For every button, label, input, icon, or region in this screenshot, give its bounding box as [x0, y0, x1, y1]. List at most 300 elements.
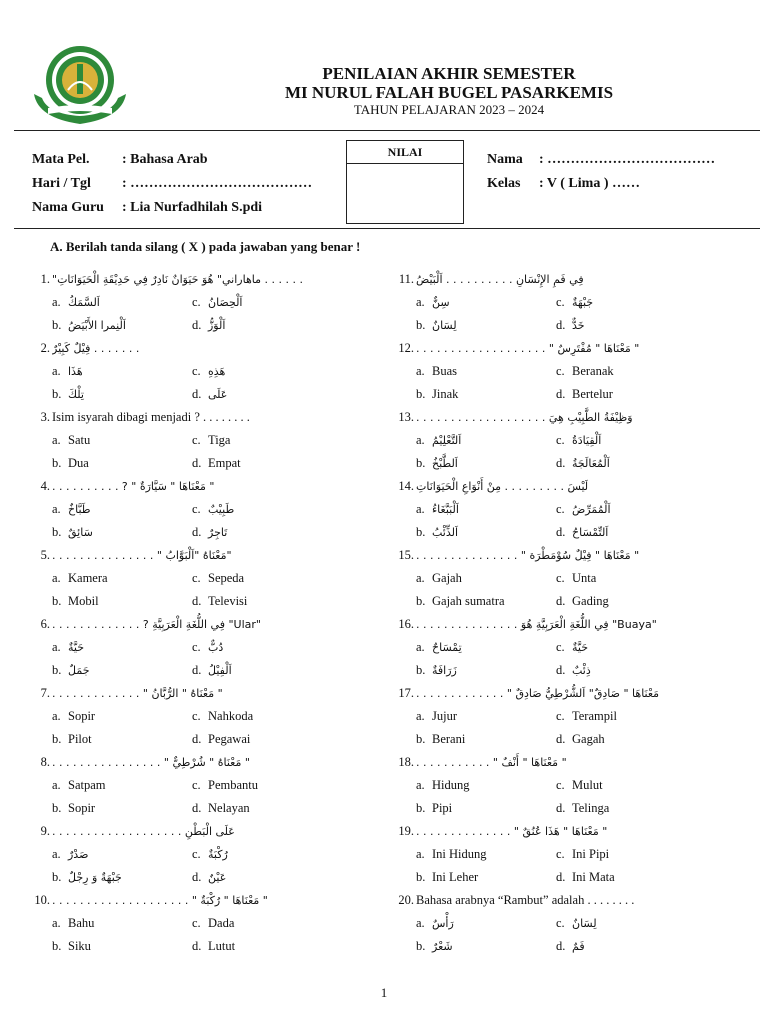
option-letter: c. — [192, 709, 201, 723]
question-text: . . . . . . . . . . . . . ? فِي اللُّغَةِ الْعَرَبِيَّةِ "Ular" — [52, 618, 261, 631]
option — [52, 843, 192, 866]
option-letter: c. — [192, 640, 201, 654]
option-text: Gajah sumatra — [432, 594, 505, 608]
question-number: 1. — [40, 272, 50, 286]
option — [52, 314, 192, 337]
option-text: Hidung — [432, 778, 470, 792]
option-text: Nelayan — [208, 801, 250, 815]
score-box — [346, 140, 464, 224]
option-text: اَلْوَزُّ — [208, 319, 226, 332]
option-text: زَرَافَةٌ — [432, 664, 457, 677]
option-letter: d. — [556, 456, 566, 470]
option-text: Pipi — [432, 801, 453, 815]
option-letter: c. — [556, 571, 565, 585]
option-text: شَعْرٌ — [432, 940, 453, 953]
option — [52, 866, 192, 889]
option — [416, 498, 556, 521]
question-text: لَيْسَ . . . . . . . . . مِنْ أَنْوَاعِ الْحَيَوَانَاتِ — [416, 480, 589, 493]
option — [192, 314, 332, 337]
option-letter: a. — [416, 709, 425, 723]
question — [28, 544, 358, 613]
option-text: طَبِيْبٌ — [208, 503, 235, 516]
question-text: "ماهاراني" هُوَ حَيَوَانٌ نَادِرٌ فِي حَدِيْقَةِ الْحَيَوَانَاتِ . . . . . . — [52, 273, 303, 286]
option-text: Ini Hidung — [432, 847, 487, 861]
option — [416, 567, 556, 590]
option-letter: d. — [556, 318, 566, 332]
option-text: هَذِهِ — [208, 365, 226, 378]
option-letter: b. — [52, 594, 62, 608]
option-letter: c. — [192, 364, 201, 378]
option-text: سِنٌّ — [432, 296, 450, 309]
option — [192, 935, 332, 958]
option-letter: d. — [556, 594, 566, 608]
option — [52, 636, 192, 659]
option — [416, 383, 556, 406]
option — [416, 636, 556, 659]
option-text: Pembantu — [208, 778, 258, 792]
option-text: جَبْهَةٌ — [572, 296, 594, 309]
question-text: . . . . . . . . . . . . . . . " مَعْنَاهَا " فِيْلٌ سُوْمَطْرَة " — [416, 549, 640, 562]
question-text: Isim isyarah dibagi menjadi ? . . . . . . . . — [52, 410, 250, 424]
question — [28, 337, 358, 406]
option-text: Bahu — [68, 916, 95, 930]
option-text: حَيَّةٌ — [68, 641, 85, 654]
option — [192, 797, 332, 820]
option — [52, 659, 192, 682]
option-text: Tiga — [208, 433, 231, 447]
option — [416, 935, 556, 958]
option — [52, 291, 192, 314]
option-text: حَيَّةٌ — [572, 641, 589, 654]
option-letter: c. — [556, 778, 565, 792]
option — [192, 521, 332, 544]
option-text: Ini Leher — [432, 870, 479, 884]
option — [52, 912, 192, 935]
hari-label: Hari / Tgl — [32, 176, 91, 191]
option — [52, 383, 192, 406]
option-text: جَبْهَةٌ وَ رِجْلٌ — [68, 871, 122, 884]
option-text: Ini Pipi — [572, 847, 610, 861]
option-letter: d. — [192, 525, 202, 539]
option — [192, 705, 332, 728]
question-number: 7. — [40, 686, 50, 700]
option — [192, 452, 332, 475]
option — [556, 291, 696, 314]
question — [392, 475, 722, 544]
option-letter: d. — [192, 387, 202, 401]
option-text: اَلْفِيْلُ — [208, 664, 232, 677]
option — [556, 567, 696, 590]
question — [392, 613, 722, 682]
question — [392, 820, 722, 889]
option — [52, 797, 192, 820]
option-text: Pilot — [68, 732, 92, 746]
kelas-value: : V ( Lima ) …… — [539, 176, 640, 191]
option-letter: a. — [416, 364, 425, 378]
option — [416, 521, 556, 544]
option — [192, 360, 332, 383]
option — [52, 567, 192, 590]
option-letter: d. — [192, 318, 202, 332]
score-label: NILAI — [347, 141, 463, 164]
option-letter: a. — [416, 847, 425, 861]
option-letter: a. — [52, 916, 61, 930]
option-letter: c. — [556, 640, 565, 654]
option-text: Jinak — [432, 387, 459, 401]
option-text: دُبٌّ — [208, 641, 224, 654]
option-text: لِسَانٌ — [432, 319, 457, 332]
option-letter: b. — [52, 870, 62, 884]
option-letter: a. — [52, 295, 61, 309]
question — [28, 682, 358, 751]
option — [52, 452, 192, 475]
option-letter: d. — [192, 939, 202, 953]
question-number: 8. — [40, 755, 50, 769]
option — [192, 429, 332, 452]
option — [416, 452, 556, 475]
question-text: . . . . . . . . . . . . . . . . . . . عَلَى الْبَطْنِ — [52, 825, 235, 838]
question — [28, 889, 358, 958]
option-letter: b. — [416, 456, 426, 470]
option-letter: c. — [192, 778, 201, 792]
question-text: . . . . . . . . . . . . . " مَعْنَاهُ " الرُّبَّانُ " — [52, 687, 223, 700]
option-text: سَائِقٌ — [68, 526, 93, 539]
option-text: اَلطَّبْخُ — [432, 457, 458, 470]
header-divider — [14, 130, 760, 131]
question-number: 16. — [398, 617, 414, 631]
option-letter: c. — [192, 571, 201, 585]
option — [416, 728, 556, 751]
option-letter: a. — [416, 295, 425, 309]
mapel-label: Mata Pel. — [32, 152, 90, 167]
option-letter: d. — [556, 387, 566, 401]
option-letter: b. — [52, 732, 62, 746]
option-letter: a. — [52, 847, 61, 861]
option — [416, 429, 556, 452]
option-text: اَلْنِمرا الأَبْيَضُ — [68, 319, 126, 332]
option — [556, 360, 696, 383]
option-letter: a. — [52, 433, 61, 447]
info-divider — [14, 228, 760, 229]
option-letter: b. — [52, 387, 62, 401]
option-text: جَمَلٌ — [68, 664, 90, 677]
option-letter: a. — [416, 916, 425, 930]
option-letter: c. — [192, 502, 201, 516]
option — [52, 590, 192, 613]
question-text: Bahasa arabnya “Rambut” adalah . . . . . . . . — [416, 893, 635, 907]
option-letter: b. — [416, 939, 426, 953]
option-letter: c. — [556, 709, 565, 723]
option-letter: b. — [52, 318, 62, 332]
option-text: Sepeda — [208, 571, 245, 585]
question — [392, 889, 722, 958]
option — [556, 843, 696, 866]
option-letter: c. — [192, 847, 201, 861]
question-text: . . . . . . . . . . ? " مَعْنَاهَا " سَيَّارَةٌ " — [52, 480, 215, 493]
question — [392, 682, 722, 751]
option-text: اَلْحِصَانُ — [208, 296, 243, 309]
option — [416, 360, 556, 383]
option-letter: b. — [52, 939, 62, 953]
option — [192, 659, 332, 682]
option-letter: d. — [192, 801, 202, 815]
option-text: Gading — [572, 594, 609, 608]
option-text: طَبَّاخٌ — [68, 503, 91, 516]
option-letter: b. — [52, 801, 62, 815]
option-text: Gajah — [432, 571, 462, 585]
option-text: صَدْرٌ — [68, 848, 89, 861]
option-letter: c. — [556, 847, 565, 861]
question-number: 19. — [398, 824, 414, 838]
question-number: 10. — [34, 893, 50, 907]
option — [556, 521, 696, 544]
option — [556, 912, 696, 935]
option — [416, 659, 556, 682]
option-text: Buas — [432, 364, 457, 378]
option-letter: c. — [556, 916, 565, 930]
option-text: فَمٌ — [572, 940, 585, 953]
option-text: Bertelur — [572, 387, 613, 401]
option-text: Gagah — [572, 732, 605, 746]
question — [392, 751, 722, 820]
option-text: هَذَا — [68, 365, 83, 378]
option — [192, 636, 332, 659]
option-text: Berani — [432, 732, 466, 746]
option-text: Beranak — [572, 364, 614, 378]
title-block — [130, 64, 768, 117]
option-letter: a. — [52, 364, 61, 378]
option-letter: d. — [192, 456, 202, 470]
option — [52, 774, 192, 797]
option-text: تِمْسَاحٌ — [432, 641, 462, 654]
option-letter: b. — [416, 594, 426, 608]
hari-value: : ………………………………… — [122, 176, 313, 191]
question-text: . . . . . . . . . . . " مَعْنَاهَا " أَنْفٌ " — [416, 756, 567, 769]
question-number: 2. — [40, 341, 50, 355]
option-letter: a. — [52, 502, 61, 516]
option-text: تِلْكَ — [68, 388, 84, 401]
option-text: عَلَى — [208, 388, 228, 401]
option-text: اَلْقِيَادَةُ — [572, 434, 602, 447]
option — [52, 705, 192, 728]
option-letter: c. — [556, 502, 565, 516]
option — [556, 314, 696, 337]
question — [28, 820, 358, 889]
kelas-label: Kelas — [487, 176, 521, 191]
option — [416, 843, 556, 866]
option — [416, 797, 556, 820]
option-text: Pegawai — [208, 732, 251, 746]
question-number: 11. — [398, 272, 414, 286]
option-letter: d. — [192, 663, 202, 677]
option-letter: b. — [52, 663, 62, 677]
option-letter: d. — [556, 870, 566, 884]
option-letter: b. — [52, 456, 62, 470]
option-text: اَلسَّمَكُ — [68, 296, 100, 309]
questions-left — [28, 268, 358, 958]
option — [416, 774, 556, 797]
option-letter: a. — [52, 709, 61, 723]
option-text: اَلْمُمَرِّضُ — [572, 503, 611, 516]
option-letter: b. — [416, 318, 426, 332]
question-text: . . . . . . . . . . . . . . . " مَعْنَاهُ "اَلْبَوَّابُ" — [52, 549, 232, 562]
option — [556, 590, 696, 613]
option-letter: a. — [416, 640, 425, 654]
question-number: 12. — [398, 341, 414, 355]
exam-title: PENILAIAN AKHIR SEMESTER — [322, 64, 576, 83]
option-letter: c. — [192, 433, 201, 447]
guru-label: Nama Guru — [32, 200, 104, 215]
option-text: Dada — [208, 916, 235, 930]
option-text: Siku — [68, 939, 91, 953]
question-number: 6. — [40, 617, 50, 631]
option — [416, 590, 556, 613]
option-text: رَأْسٌ — [432, 917, 454, 930]
option-text: اَلتِّمْسَاحُ — [572, 526, 609, 539]
option-text: Satpam — [68, 778, 106, 792]
school-name: MI NURUL FALAH BUGEL PASARKEMIS — [284, 83, 614, 102]
option-letter: d. — [556, 801, 566, 815]
question-number: 9. — [40, 824, 50, 838]
option-text: عَيْنٌ — [208, 871, 227, 884]
question-number: 4. — [40, 479, 50, 493]
question — [392, 544, 722, 613]
option-letter: d. — [192, 870, 202, 884]
option-text: اَلتَّعْلِيْمُ — [432, 434, 462, 447]
question — [392, 268, 722, 337]
question — [392, 337, 722, 406]
question-text: . . . . . . . . . . . . . . . . . . . وَظِيْفَةُ الطَّبِيْبِ هِيَ — [416, 411, 633, 424]
question — [392, 406, 722, 475]
question-text: . . . . . . . . . . . . . " مَعْنَاهَا " صَادِقٌ" اَلشُّرْطِيُّ صَادِقٌ — [416, 687, 660, 700]
option-letter: c. — [192, 916, 201, 930]
question-number: 17. — [398, 686, 414, 700]
option-letter: c. — [192, 295, 201, 309]
option — [556, 659, 696, 682]
option-text: Mobil — [68, 594, 99, 608]
option — [192, 866, 332, 889]
option — [192, 567, 332, 590]
question-text: فِيْلٌ كَبِيْرٌ . . . . . . . — [52, 342, 140, 355]
option-text: Terampil — [572, 709, 617, 723]
option-text: اَلْمُعَالَجَةُ — [572, 457, 610, 470]
question-number: 14. — [398, 479, 414, 493]
option-letter: b. — [416, 870, 426, 884]
option — [556, 452, 696, 475]
question-text: . . . . . . . . . . . . . . . . . . . . " مَعْنَاهَا " رُكْبَةٌ " — [52, 894, 268, 907]
option-text: ذِئْبٌ — [572, 664, 591, 677]
question — [28, 406, 358, 475]
option-letter: c. — [556, 433, 565, 447]
option — [192, 383, 332, 406]
option — [52, 429, 192, 452]
option-letter: b. — [416, 663, 426, 677]
option-text: Telinga — [572, 801, 610, 815]
option — [192, 291, 332, 314]
option-text: تَاجِرٌ — [208, 526, 228, 539]
option-letter: d. — [556, 525, 566, 539]
page-number: 1 — [380, 985, 388, 1000]
option-letter: d. — [192, 594, 202, 608]
option — [192, 843, 332, 866]
question-number: 20. — [398, 893, 414, 907]
option — [556, 429, 696, 452]
option-letter: d. — [556, 663, 566, 677]
option-text: Sopir — [68, 709, 96, 723]
question-text: . . . . . . . . . . . . . . . فِي اللُّغَةِ الْعَرَبِيَّةِ هُوَ "Buaya" — [416, 618, 657, 631]
option — [416, 705, 556, 728]
question-number: 3. — [40, 410, 50, 424]
question-number: 18. — [398, 755, 414, 769]
option-text: Sopir — [68, 801, 96, 815]
info-right — [487, 148, 715, 196]
option-text: خَدٌّ — [572, 319, 585, 332]
nama-value: : ……………………………… — [539, 152, 716, 167]
option-letter: d. — [192, 732, 202, 746]
option-text: اَلْبَبَّغَاءُ — [432, 503, 459, 516]
question-number: 13. — [398, 410, 414, 424]
question — [28, 268, 358, 337]
option-text: Ini Mata — [572, 870, 615, 884]
option — [52, 360, 192, 383]
option-text: رُكْبَةٌ — [208, 848, 228, 861]
option-letter: a. — [416, 571, 425, 585]
question-number: 5. — [40, 548, 50, 562]
option — [52, 521, 192, 544]
option-text: Unta — [572, 571, 597, 585]
option — [192, 590, 332, 613]
question-text: . . . . . . . . . . . . . . . . . . . " مَعْنَاهَا " مُفْتَرِسٌ " — [416, 342, 640, 355]
option — [556, 935, 696, 958]
option-letter: b. — [52, 525, 62, 539]
option-text: Satu — [68, 433, 91, 447]
option — [52, 498, 192, 521]
option-letter: c. — [556, 295, 565, 309]
option-letter: b. — [416, 732, 426, 746]
question — [28, 475, 358, 544]
instruction: A. Berilah tanda silang ( X ) pada jawaban yang benar ! — [50, 239, 361, 254]
question — [28, 613, 358, 682]
option-text: Dua — [68, 456, 89, 470]
mapel-value: : Bahasa Arab — [122, 152, 208, 167]
option-letter: c. — [556, 364, 565, 378]
option — [52, 728, 192, 751]
option-letter: a. — [52, 571, 61, 585]
option-text: Kamera — [68, 571, 108, 585]
option-letter: a. — [416, 502, 425, 516]
option — [192, 498, 332, 521]
option-letter: b. — [416, 801, 426, 815]
option — [192, 774, 332, 797]
option-letter: b. — [416, 525, 426, 539]
option-letter: a. — [52, 778, 61, 792]
questions-right — [392, 268, 722, 958]
option-text: لِسَانٌ — [572, 917, 597, 930]
question-text: . . . . . . . . . . . . . . . . " مَعْنَاهُ " شُرْطِيٌّ " — [52, 756, 250, 769]
question-text: . . . . . . . . . . . . . . " مَعْنَاهَا " هَذَا عُنُقٌ " — [416, 825, 608, 838]
question-number: 15. — [398, 548, 414, 562]
option — [556, 498, 696, 521]
option-letter: d. — [556, 939, 566, 953]
option-letter: b. — [416, 387, 426, 401]
option — [416, 291, 556, 314]
option — [192, 728, 332, 751]
option-letter: a. — [416, 778, 425, 792]
option-letter: a. — [416, 433, 425, 447]
option — [556, 866, 696, 889]
school-year: TAHUN PELAJARAN 2023 – 2024 — [353, 102, 545, 117]
nama-label: Nama — [487, 152, 523, 167]
